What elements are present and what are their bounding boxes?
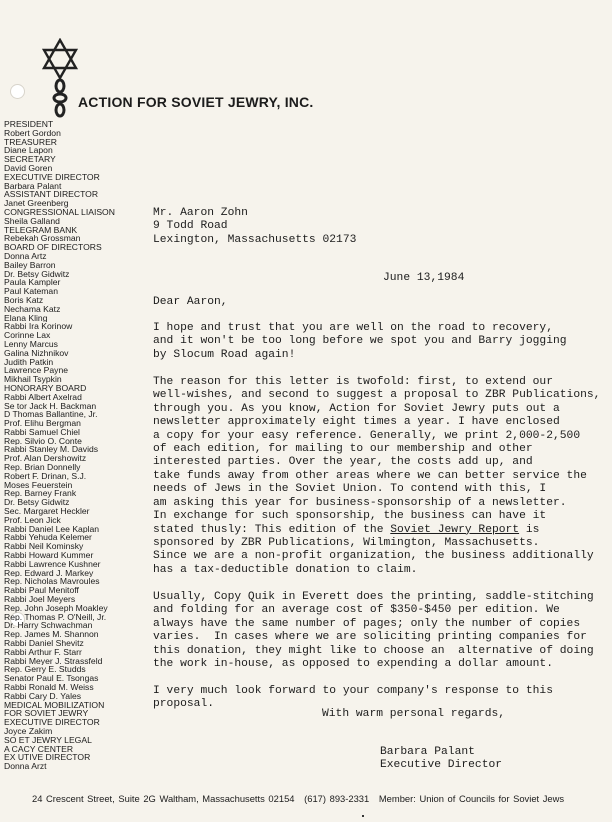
sidebar-line: Rabbi Yehuda Kelemer	[4, 533, 92, 543]
newsletter-title: Soviet Jewry Report	[390, 523, 520, 536]
sidebar-line: Robert Gordon	[4, 128, 61, 138]
footer	[32, 793, 570, 804]
letter-body	[153, 322, 601, 712]
paragraph-gap	[153, 577, 593, 590]
body-line: Usually, Copy Quik in Everett does the printing, saddle-stitching	[153, 590, 594, 603]
report-line-before: stated thusly: This edition of the	[153, 523, 391, 536]
sidebar-line: A CACY CENTER	[4, 744, 74, 754]
sidebar-line: ASSISTANT DIRECTOR	[4, 190, 99, 200]
body-line: this donation, they might like to choose an alternative of doing	[153, 644, 594, 657]
sidebar-line: PRESIDENT	[4, 120, 54, 129]
sidebar-line: Dr. Betsy Gidwitz	[4, 498, 70, 508]
sidebar-line: Robert F. Drinan, S.J.	[4, 471, 87, 481]
sidebar-line: Nechama Katz	[4, 304, 61, 314]
sidebar-line: Rep. Silvio O. Conte	[4, 436, 82, 446]
sidebar-line: Rep. Thomas P. O'Neill, Jr.	[4, 612, 107, 622]
sidebar-line: Rep. Barney Frank	[4, 489, 77, 499]
body-line: well-wishes, and second to suggest a proposal to ZBR Publications,	[153, 389, 601, 402]
officers-sidebar	[4, 120, 146, 771]
sidebar-line: Bailey Barron	[4, 260, 56, 270]
sidebar-line: Sec. Margaret Heckler	[4, 507, 90, 516]
sidebar-line: Se tor Jack H. Backman	[4, 401, 97, 411]
paragraph-gap	[153, 362, 593, 375]
sidebar-line: Donna Artz	[4, 251, 47, 261]
body-line: newsletter approximately eight times a year. I have enclosed	[153, 416, 560, 429]
sidebar-line: EX UTIVE DIRECTOR	[4, 753, 91, 763]
sidebar-line: EXECUTIVE DIRECTOR	[4, 718, 100, 727]
sidebar-line: Rep. James M. Shannon	[4, 630, 99, 640]
sidebar-line: Rep. Nicholas Mavroules	[4, 577, 100, 587]
paragraph-gap	[153, 671, 593, 684]
body-line: by Slocum Road again!	[153, 348, 296, 361]
sidebar-line: Rabbi Paul Menitoff	[4, 586, 79, 596]
body-line: sponsored by ZBR Publications, Wilmington, Massachusetts.	[153, 537, 540, 549]
body-line: Since we are a non-profit organization, the business additionally	[153, 550, 594, 563]
recipient-address	[153, 207, 573, 247]
sidebar-line: Janet Greenberg	[4, 199, 69, 208]
sidebar-line: Rabbi Neil Kominsky	[4, 542, 84, 552]
sidebar-line: SO ET JEWRY LEGAL	[4, 735, 92, 745]
sidebar-line: Sheila Galland	[4, 216, 60, 226]
sidebar-line: Rabbi Albert Axelrad	[4, 392, 82, 402]
recipient-name: Mr. Aaron Zohn	[153, 207, 248, 219]
body-line: a copy for your easy reference. Generally, we print 2,000-2,500	[153, 429, 581, 442]
sidebar-line: Senator Paul E. Tsongas	[4, 674, 99, 683]
sidebar-line: Rabbi Arthur F. Starr	[4, 647, 82, 657]
sidebar-line: Rep. John Joseph Moakley	[4, 603, 108, 613]
sidebar-line: Rabbi Ira Korinow	[4, 322, 73, 332]
sidebar-line: Prof. Leon Jick	[4, 515, 61, 525]
sidebar-line: Rabbi Cary D. Yales	[4, 691, 82, 701]
sidebar-line: Rabbi Ronald M. Weiss	[4, 683, 94, 692]
body-line: I hope and trust that you are well on the road to recovery,	[153, 322, 553, 334]
signature-title: Executive Director	[380, 759, 503, 771]
sidebar-line: Judith Patkin	[4, 357, 54, 367]
sidebar-line: Galina Nizhnikov	[4, 348, 69, 358]
report-line-after: is	[519, 523, 540, 536]
body-line: the work in-house, as opposed to expending a dollar amount.	[153, 657, 553, 670]
sidebar-line: David Goren	[4, 163, 53, 173]
footer-member: Member: Union of Councils for Soviet Jews	[378, 793, 565, 804]
sidebar-line: Rabbi Howard Kummer	[4, 551, 94, 560]
sidebar-line: Rep. Gerry E. Studds	[4, 665, 86, 675]
body-line: needs of Jews in the Soviet Union. To contend with this, I	[153, 483, 547, 496]
sidebar-line: Lawrence Payne	[4, 366, 69, 376]
sidebar-line: Donna Arzt	[4, 762, 47, 771]
body-line: take funds away from other areas where we can better service the	[153, 469, 587, 482]
report-line	[153, 524, 593, 537]
sidebar-line: Barbara Palant	[4, 181, 62, 191]
body-line: and folding for an average cost of $350-$450 per edition. We	[153, 604, 560, 617]
sidebar-line: MEDICAL MOBILIZATION	[4, 700, 105, 710]
sidebar-line: CONGRESSIONAL LIAISON	[4, 207, 115, 217]
sidebar-line: Dr. Harry Schwachman	[4, 621, 93, 631]
sidebar-line: D Thomas Ballantine, Jr.	[4, 410, 98, 420]
footer-address: 24 Crescent Street, Suite 2G Waltham, Massachusetts 02154	[32, 793, 295, 804]
salutation: Dear Aaron,	[153, 296, 228, 308]
body-line: always have the same number of pages; only the number of copies	[153, 617, 581, 630]
sidebar-line: Dr. Betsy Gidwitz	[4, 269, 70, 279]
sidebar-line: Diane Lapon	[4, 146, 53, 156]
body-line: proposal.	[153, 698, 215, 711]
body-line: through you. As you know, Action for Soviet Jewry puts out a	[153, 402, 560, 415]
sidebar-line: Mikhail Tsypkin	[4, 375, 62, 384]
sidebar-line: Prof. Alan Dershowitz	[4, 454, 87, 464]
sidebar-line: Rabbi Meyer J. Strassfeld	[4, 656, 103, 666]
body-line: am asking this year for business-sponsorship of a newsletter.	[153, 496, 567, 509]
body-line: I very much look forward to your company's response to this	[153, 684, 553, 697]
sidebar-line: Rebekah Grossman	[4, 234, 81, 244]
recipient-street: 9 Todd Road	[153, 220, 228, 233]
sidebar-line: Elana Kling	[4, 313, 48, 323]
org-name: ACTION FOR SOVIET JEWRY, INC.	[78, 94, 314, 110]
star-of-david-chain-icon	[38, 38, 82, 122]
sidebar-line: Paula Kampler	[4, 278, 61, 288]
sidebar-line: Lenny Marcus	[4, 339, 58, 349]
body-line: varies. In cases where we are soliciting printing companies for	[153, 631, 587, 644]
sidebar-line: Rabbi Samuel Chiel	[4, 427, 80, 437]
sidebar-line: Prof. Elihu Bergman	[4, 419, 81, 428]
sidebar-line: FOR SOVIET JEWRY	[4, 709, 89, 719]
body-line: and it won't be too long before we spot you and Barry jogging	[153, 335, 567, 348]
body-line: of each edition, for mailing to our membership and other	[153, 442, 533, 455]
body-line: In exchange for such sponsorship, the business can have it	[153, 510, 547, 523]
sidebar-line: Paul Kateman	[4, 287, 58, 296]
signature-name: Barbara Palant	[380, 746, 475, 758]
punch-hole-top	[10, 84, 25, 99]
body-line: The reason for this letter is twofold: first, to extend our	[153, 375, 553, 388]
footer-phone: (617) 893-2331	[304, 793, 370, 804]
body-line: has a tax-deductible donation to claim.	[153, 563, 418, 576]
sidebar-line: Rabbi Daniel Lee Kaplan	[4, 524, 100, 534]
sidebar-line: HONORARY BOARD	[4, 383, 87, 393]
sidebar-line: TELEGRAM BANK	[4, 225, 78, 235]
sidebar-line: Moses Feuerstein	[4, 480, 73, 490]
letter-date: June 13,1984	[383, 272, 465, 284]
sidebar-line: Rabbi Stanley M. Davids	[4, 445, 99, 455]
sidebar-line: Corinne Lax	[4, 331, 51, 340]
sidebar-line: Rep. Brian Donnelly	[4, 463, 81, 472]
sidebar-line: SECRETARY	[4, 155, 56, 164]
sidebar-line: Rabbi Daniel Shevitz	[4, 639, 84, 648]
sidebar-line: Rep. Edward J. Markey	[4, 568, 94, 578]
sidebar-line: Rabbi Joel Meyers	[4, 595, 76, 604]
body-line: interested parties. Over the year, the costs add up, and	[153, 456, 533, 469]
sidebar-line: BOARD OF DIRECTORS	[4, 243, 102, 252]
sidebar-line: TREASURER	[4, 137, 58, 147]
sidebar-line: Joyce Zakim	[4, 726, 53, 736]
closing: With warm personal regards,	[322, 708, 506, 720]
sidebar-line: EXECUTIVE DIRECTOR	[4, 172, 100, 182]
recipient-city: Lexington, Massachusetts 02173	[153, 233, 357, 246]
sidebar-line: Boris Katz	[4, 295, 44, 305]
sidebar-line: Rabbi Lawrence Kushner	[4, 559, 101, 569]
stray-mark	[362, 815, 364, 817]
